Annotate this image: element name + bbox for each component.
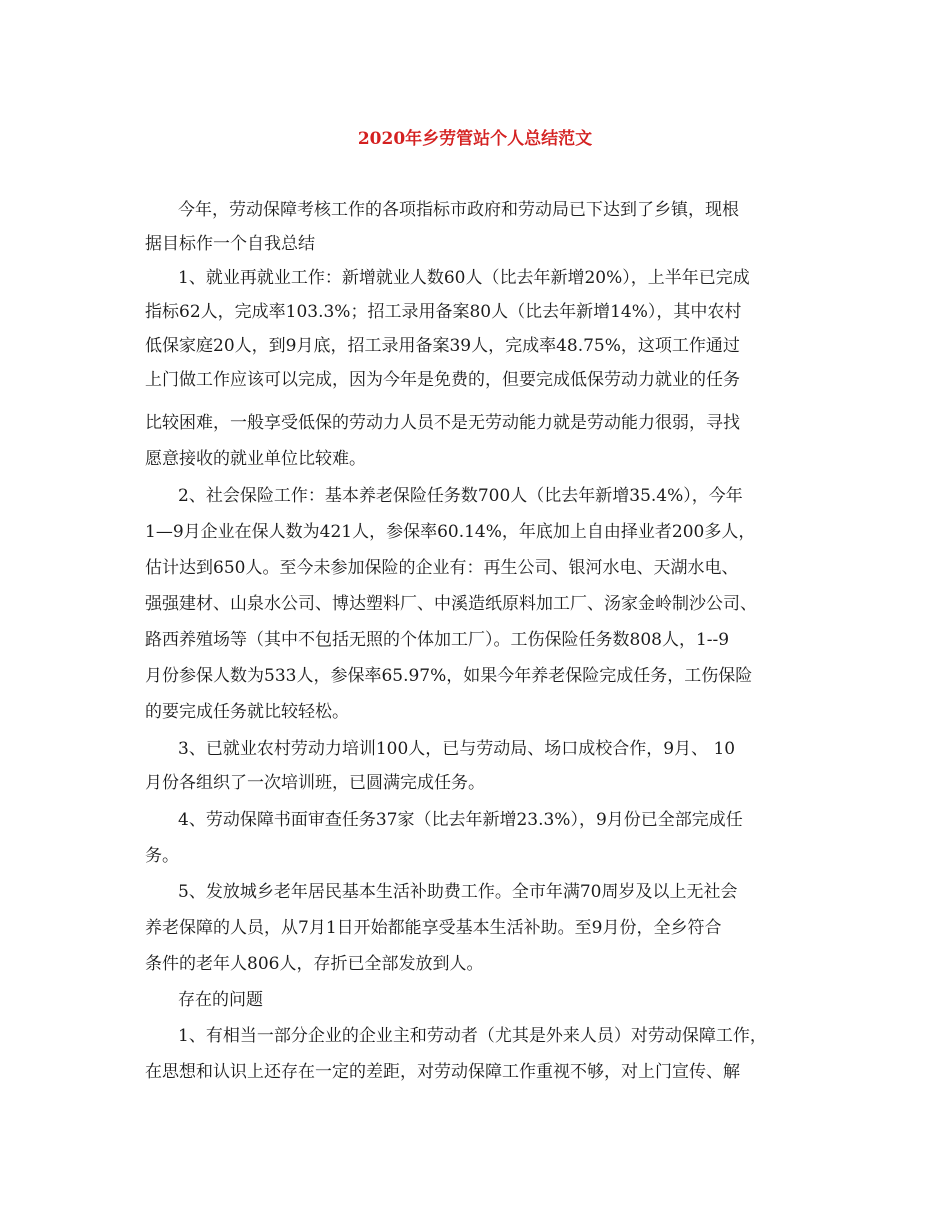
paragraph-line: 月份参保人数为533人，参保率65.97%，如果今年养老保险完成任务，工伤保险 xyxy=(145,666,753,686)
paragraph-line: 比较困难，一般享受低保的劳动力人员不是无劳动能力就是劳动能力很弱，寻找 xyxy=(145,413,740,433)
document-title: 2020年乡劳管站个人总结范文 xyxy=(357,129,593,149)
paragraph-line: 务。 xyxy=(145,846,179,866)
paragraph-line: 2、社会保险工作：基本养老保险任务数700人（比去年新增35.4%），今年 xyxy=(178,486,743,506)
paragraph-line: 今年，劳动保障考核工作的各项指标市政府和劳动局已下达到了乡镇，现根 xyxy=(178,200,739,220)
paragraph-line: 估计达到650人。至今未参加保险的企业有：再生公司、银河水电、天湖水电、 xyxy=(145,558,739,578)
paragraph-line: 1、有相当一部分企业的企业主和劳动者（尤其是外来人员）对劳动保障工作， xyxy=(178,1026,767,1046)
paragraph-line: 强强建材、山泉水公司、博达塑料厂、中溪造纸原料加工厂、汤家金岭制沙公司、 xyxy=(145,594,757,614)
paragraph-line: 1、就业再就业工作：新增就业人数60人（比去年新增20%），上半年已完成 xyxy=(178,268,750,288)
paragraph-line: 5、发放城乡老年居民基本生活补助费工作。全市年满70周岁及以上无社会 xyxy=(178,882,738,902)
paragraph-line: 指标62人，完成率103.3%；招工录用备案80人（比去年新增14%），其中农村 xyxy=(145,302,742,322)
paragraph-line: 路西养殖场等（其中不包括无照的个体加工厂）。工伤保险任务数808人，1--9 xyxy=(145,630,730,650)
paragraph-line: 据目标作一个自我总结 xyxy=(145,234,315,254)
paragraph-line: 1—9月企业在保人数为421人，参保率60.14%，年底加上自由择业者200多人， xyxy=(145,522,756,542)
paragraph-line: 在思想和认识上还存在一定的差距，对劳动保障工作重视不够，对上门宣传、解 xyxy=(145,1062,740,1082)
paragraph-line: 愿意接收的就业单位比较难。 xyxy=(145,449,366,469)
paragraph-line: 养老保障的人员，从7月1日开始都能享受基本生活补助。至9月份，全乡符合 xyxy=(145,918,722,938)
paragraph-line: 3、已就业农村劳动力培训100人，已与劳动局、场口成校合作，9月、 10 xyxy=(178,739,736,759)
paragraph-line: 的要完成任务就比较轻松。 xyxy=(145,702,349,722)
paragraph-line: 低保家庭20人，到9月底，招工录用备案39人，完成率48.75%，这项工作通过 xyxy=(145,336,740,356)
section-heading: 存在的问题 xyxy=(178,990,263,1010)
paragraph-line: 月份各组织了一次培训班，已圆满完成任务。 xyxy=(145,773,485,793)
paragraph-line: 条件的老年人806人，存折已全部发放到人。 xyxy=(145,954,484,974)
paragraph-line: 4、劳动保障书面审查任务37家（比去年新增23.3%），9月份已全部完成任 xyxy=(178,810,743,830)
paragraph-line: 上门做工作应该可以完成，因为今年是免费的，但要完成低保劳动力就业的任务 xyxy=(145,370,740,390)
